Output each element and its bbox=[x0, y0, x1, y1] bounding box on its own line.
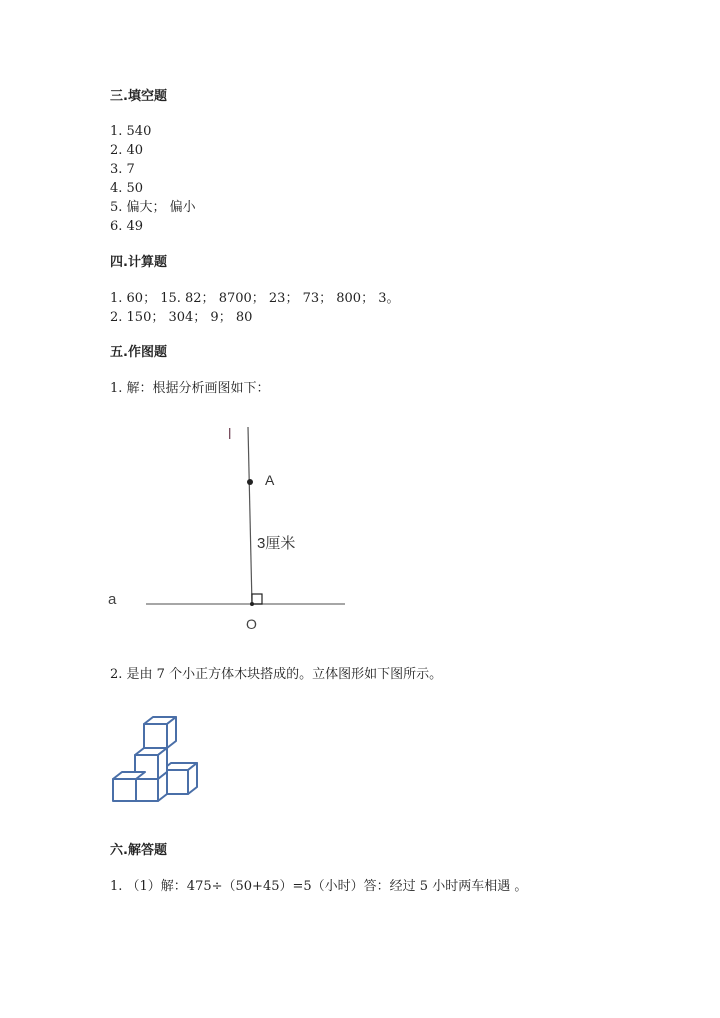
right-angle-mark bbox=[252, 594, 262, 604]
answer-line: 2. 40 bbox=[110, 143, 144, 158]
point-A bbox=[247, 479, 253, 485]
answer-line: 6. 49 bbox=[110, 219, 144, 234]
answer-line: 1. 540 bbox=[110, 124, 152, 139]
cube-face bbox=[144, 724, 167, 748]
section-solution-title: 六.解答题 bbox=[110, 843, 167, 858]
section-calculation-title: 四.计算题 bbox=[110, 255, 167, 270]
solution-answer-1: 1. （1）解：475÷（50+45）=5（小时）答：经过 5 小时两车相遇 。 bbox=[110, 879, 528, 894]
answer-line: 5. 偏大； 偏小 bbox=[110, 200, 196, 215]
cube-stack-figure bbox=[105, 710, 215, 810]
point-O bbox=[250, 602, 254, 606]
label-O: O bbox=[246, 616, 257, 632]
drawing-answer-1: 1. 解：根据分析画图如下： bbox=[110, 381, 270, 396]
answer-line: 3. 7 bbox=[110, 162, 135, 177]
label-A: A bbox=[265, 472, 275, 488]
perpendicular-figure bbox=[0, 415, 720, 655]
label-distance: 3厘米 bbox=[257, 535, 296, 552]
cube-face bbox=[136, 779, 158, 801]
section-drawing-title: 五.作图题 bbox=[110, 345, 167, 360]
drawing-answer-2: 2. 是由 7 个小正方体木块搭成的。立体图形如下图所示。 bbox=[110, 667, 443, 682]
section-fill-blank-title: 三.填空题 bbox=[110, 89, 167, 104]
cube-face bbox=[113, 779, 136, 801]
line-l bbox=[248, 427, 252, 605]
answer-line: 4. 50 bbox=[110, 181, 144, 196]
label-l: l bbox=[228, 426, 232, 443]
label-a: a bbox=[108, 591, 117, 608]
answer-line: 1. 60； 15. 82； 8700； 23； 73； 800； 3。 bbox=[110, 291, 400, 306]
answer-line: 2. 150； 304； 9； 80 bbox=[110, 310, 253, 325]
